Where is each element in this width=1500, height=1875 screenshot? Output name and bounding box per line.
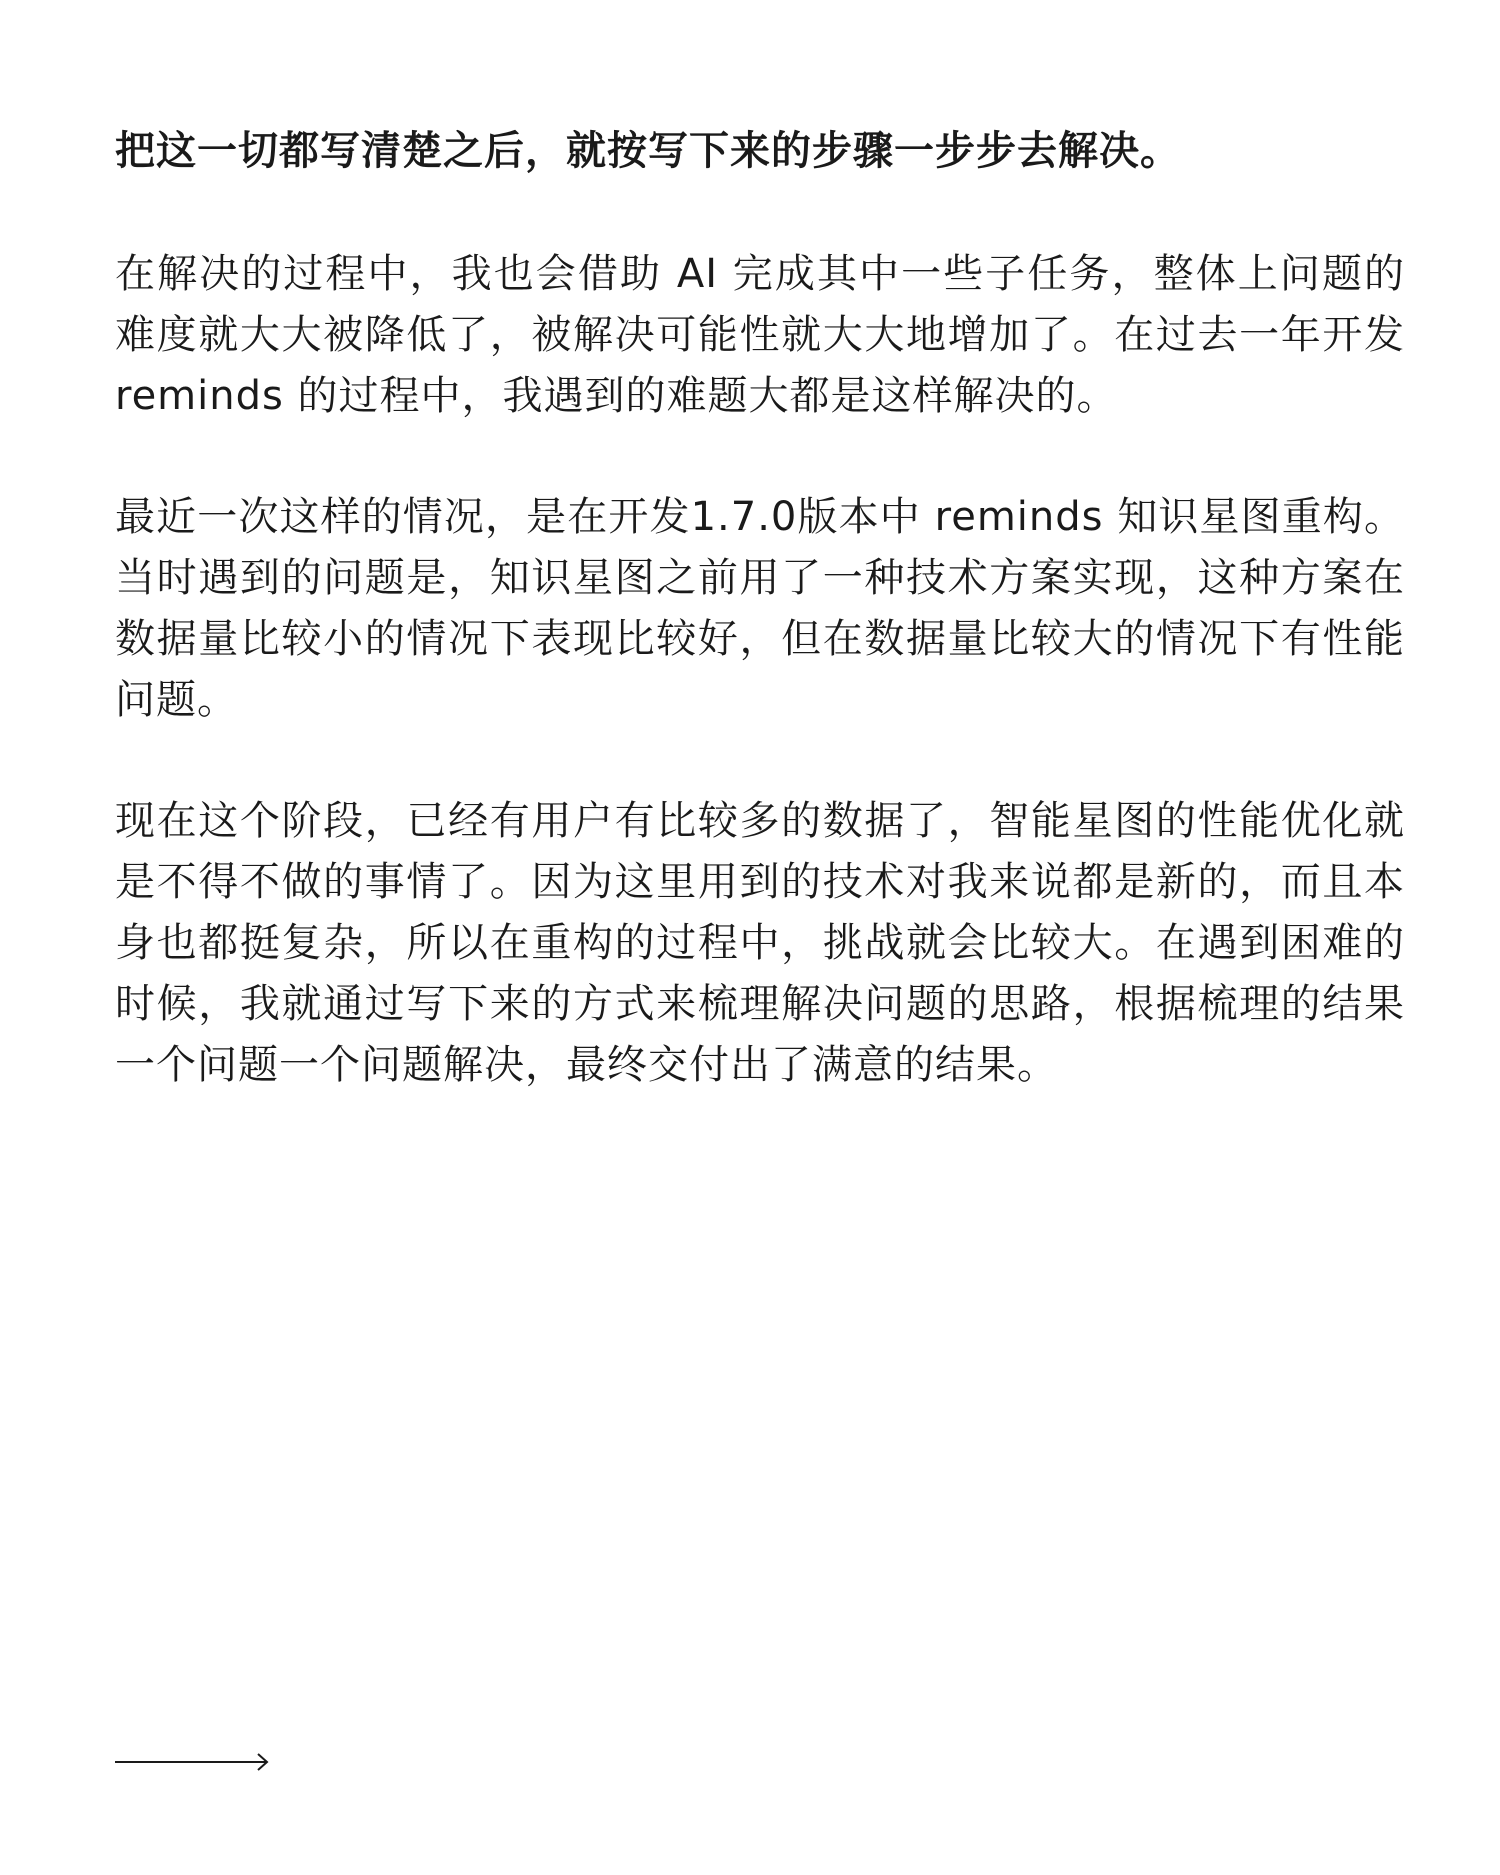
arrow-right-icon[interactable] — [115, 1752, 270, 1772]
article-heading: 把这一切都写清楚之后，就按写下来的步骤一步步去解决。 — [115, 128, 1181, 174]
paragraph-performance-optimization: 现在这个阶段，已经有用户有比较多的数据了，智能星图的性能优化就是不得不做的事情了。因为这里用到的技术对我来说都是新的，而且本身也都挺复杂，所以在重构的过程中，挑战就会比较大。在遇到困难的时候，我就通过写下来的方式来梳理解决问题的思路，根据梳理的结果一个问题一个问题解决，最终交付出了满意的结果。 — [115, 798, 1405, 1088]
article — [115, 120, 1405, 1096]
paragraph-star-map-refactor: 最近一次这样的情况，是在开发1.7.0版本中 reminds 知识星图重构。当时遇到的问题是，知识星图之前用了一种技术方案实现，这种方案在数据量比较小的情况下表现比较好，但在数据量比较大的情况下有性能问题。 — [115, 494, 1405, 723]
paragraph-ai-assist: 在解决的过程中，我也会借助 AI 完成其中一些子任务，整体上问题的难度就大大被降低了，被解决可能性就大大地增加了。在过去一年开发 reminds 的过程中，我遇到的难题大都是这样解决的。 — [115, 251, 1405, 419]
